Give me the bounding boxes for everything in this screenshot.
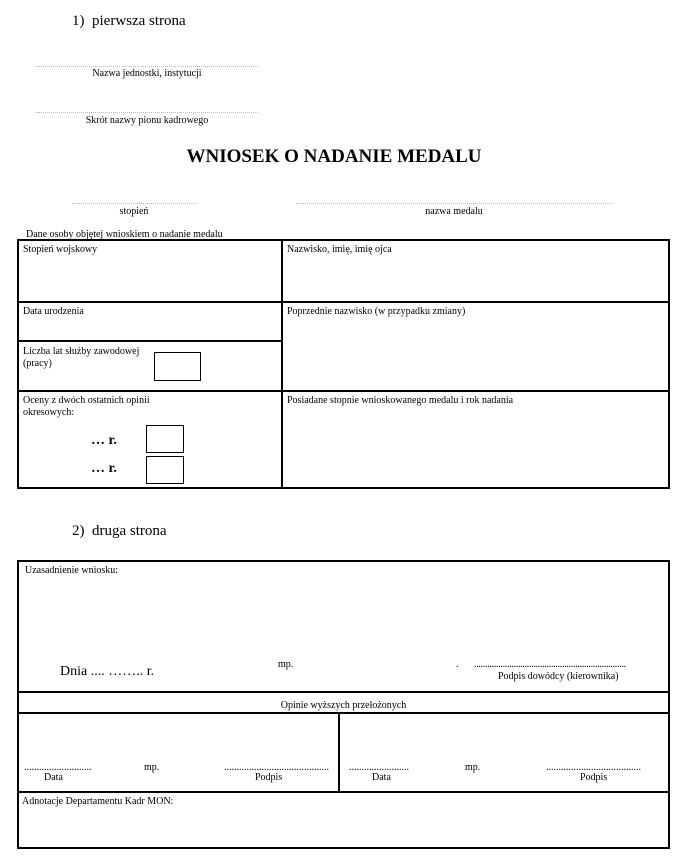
section-1-title: pierwsza strona bbox=[92, 13, 186, 29]
section-2-title: druga strona bbox=[92, 523, 167, 539]
right-signature-line[interactable]: ...................................... bbox=[546, 762, 641, 773]
table-divider bbox=[17, 791, 670, 793]
right-signature-label: Podpis bbox=[580, 772, 608, 783]
rating-2-input[interactable] bbox=[146, 456, 184, 484]
ratings-label-1: Oceny z dwóch ostatnich opinii bbox=[23, 395, 150, 406]
medal-name-line[interactable] bbox=[296, 203, 612, 204]
superiors-opinions-label: Opinie wyższych przełożonych bbox=[280, 700, 407, 711]
dot-mark: . bbox=[456, 659, 459, 670]
hr-division-label: Skrót nazwy pionu kadrowego bbox=[85, 115, 209, 126]
section-2-heading bbox=[72, 523, 167, 540]
justification-label: Uzasadnienie wniosku: bbox=[25, 565, 119, 576]
left-date-line[interactable]: ........................... bbox=[24, 762, 92, 773]
document-title: WNIOSEK O NADANIE MEDALU bbox=[186, 146, 482, 167]
table-divider bbox=[17, 691, 670, 693]
table-divider bbox=[17, 712, 670, 714]
full-name-field-label: Nazwisko, imię, imię ojca bbox=[287, 244, 392, 255]
section-1-heading bbox=[72, 13, 186, 30]
left-stamp-placeholder: mp. bbox=[144, 762, 160, 773]
birth-date-field-label: Data urodzenia bbox=[23, 306, 84, 317]
unit-name-label: Nazwa jednostki, instytucji bbox=[92, 68, 202, 79]
person-data-table bbox=[17, 239, 670, 489]
person-data-label: Dane osoby objętej wnioskiem o nadanie medalu bbox=[26, 229, 223, 240]
previous-name-field-label: Poprzednie nazwisko (w przypadku zmiany) bbox=[287, 306, 466, 317]
rating-year-1-label: … r. bbox=[91, 433, 117, 448]
annotations-label: Adnotacje Departamentu Kadr MON: bbox=[22, 796, 174, 807]
date-line: Dnia .... …….. r. bbox=[60, 664, 155, 679]
table-divider bbox=[281, 239, 283, 489]
years-service-label-2: (pracy) bbox=[23, 358, 52, 369]
years-service-label-1: Liczba lat służby zawodowej bbox=[23, 346, 140, 357]
ratings-label-2: okresowych: bbox=[23, 407, 75, 418]
rank-label: stopień bbox=[119, 206, 149, 217]
section-2-number: 2) bbox=[72, 523, 85, 539]
years-service-input[interactable] bbox=[154, 352, 201, 381]
right-date-line[interactable]: ........................ bbox=[349, 762, 409, 773]
medal-name-label: nazwa medalu bbox=[425, 206, 483, 217]
commander-signature-line[interactable]: ..................................................................... bbox=[474, 659, 626, 670]
rank-line[interactable] bbox=[72, 203, 196, 204]
left-signature-label: Podpis bbox=[255, 772, 283, 783]
table-divider bbox=[338, 712, 340, 793]
table-divider bbox=[17, 301, 670, 303]
right-stamp-placeholder: mp. bbox=[465, 762, 481, 773]
left-signature-line[interactable]: .......................................... bbox=[224, 762, 329, 773]
left-date-label: Data bbox=[44, 772, 63, 783]
stamp-placeholder: mp. bbox=[278, 659, 294, 670]
held-degrees-field-label: Posiadane stopnie wnioskowanego medalu i rok nadania bbox=[287, 395, 514, 406]
commander-signature-label: Podpis dowódcy (kierownika) bbox=[498, 671, 619, 682]
table-divider bbox=[17, 340, 283, 342]
rank-field-label: Stopień wojskowy bbox=[23, 244, 98, 255]
right-date-label: Data bbox=[372, 772, 391, 783]
rating-1-input[interactable] bbox=[146, 425, 184, 453]
unit-name-line[interactable] bbox=[36, 66, 258, 67]
section-1-number: 1) bbox=[72, 13, 85, 29]
hr-division-line[interactable] bbox=[36, 112, 258, 113]
rating-year-2-label: … r. bbox=[91, 461, 117, 476]
table-divider bbox=[17, 390, 670, 392]
